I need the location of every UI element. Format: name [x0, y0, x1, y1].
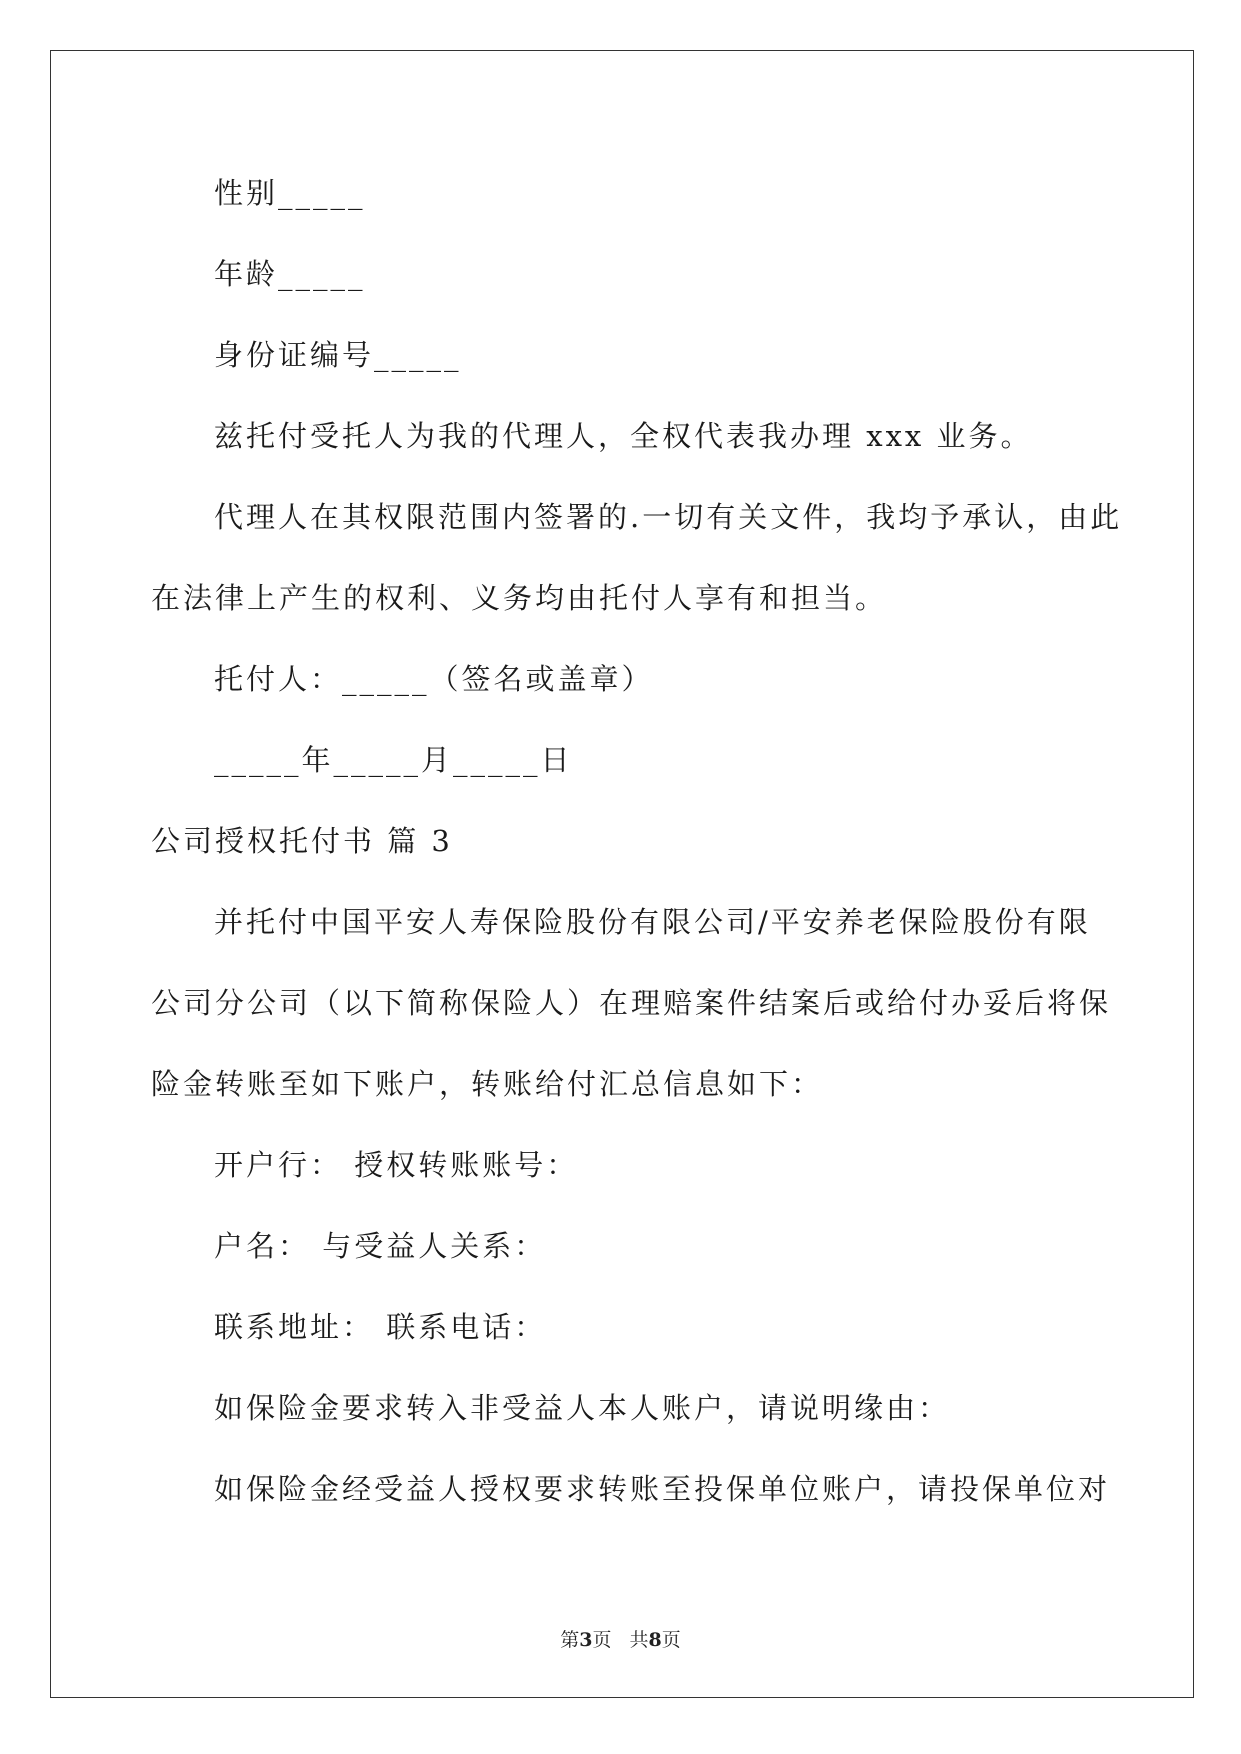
- field-principal-signature: 托付人：_____（签名或盖章）: [214, 662, 654, 696]
- footer-total-suffix: 页: [661, 1629, 681, 1651]
- field-gender: 性别_____: [214, 176, 366, 210]
- paragraph-employer-account: 如保险金经受益人授权要求转账至投保单位账户，请投保单位对: [214, 1472, 1111, 1506]
- field-date: _____年_____月_____日: [214, 743, 573, 777]
- field-address-phone: 联系地址： 联系电话：: [214, 1310, 547, 1344]
- paragraph-appointment: 兹托付受托人为我的代理人，全权代表我办理 xxx 业务。: [214, 419, 1033, 453]
- paragraph-non-beneficiary: 如保险金要求转入非受益人本人账户，请说明缘由：: [214, 1391, 951, 1425]
- paragraph-transfer-line3: 险金转账至如下账户，转账给付汇总信息如下：: [151, 1067, 824, 1101]
- page-footer: [0, 1628, 1241, 1652]
- paragraph-transfer-line1: 并托付中国平安人寿保险股份有限公司/平安养老保险股份有限: [214, 905, 1091, 939]
- footer-page-number: 3: [579, 1629, 593, 1651]
- page-border: [50, 50, 1194, 1698]
- paragraph-transfer-line2: 公司分公司（以下简称保险人）在理赔案件结案后或给付办妥后将保: [151, 986, 1112, 1020]
- field-account-name-relation: 户名： 与受益人关系：: [214, 1229, 547, 1263]
- footer-total-pages: 8: [648, 1629, 662, 1651]
- paragraph-authority-line1: 代理人在其权限范围内签署的.一切有关文件，我均予承认，由此: [214, 500, 1123, 534]
- paragraph-authority-line2: 在法律上产生的权利、义务均由托付人享有和担当。: [151, 581, 888, 615]
- section-heading: 公司授权托付书 篇 3: [151, 824, 453, 858]
- field-id-number: 身份证编号_____: [214, 338, 462, 372]
- footer-page-suffix: 页: [592, 1629, 612, 1651]
- field-age: 年龄_____: [214, 257, 366, 291]
- footer-prefix: 第: [560, 1629, 580, 1651]
- footer-total-prefix: 共: [629, 1629, 649, 1651]
- field-bank-account: 开户行： 授权转账账号：: [214, 1148, 579, 1182]
